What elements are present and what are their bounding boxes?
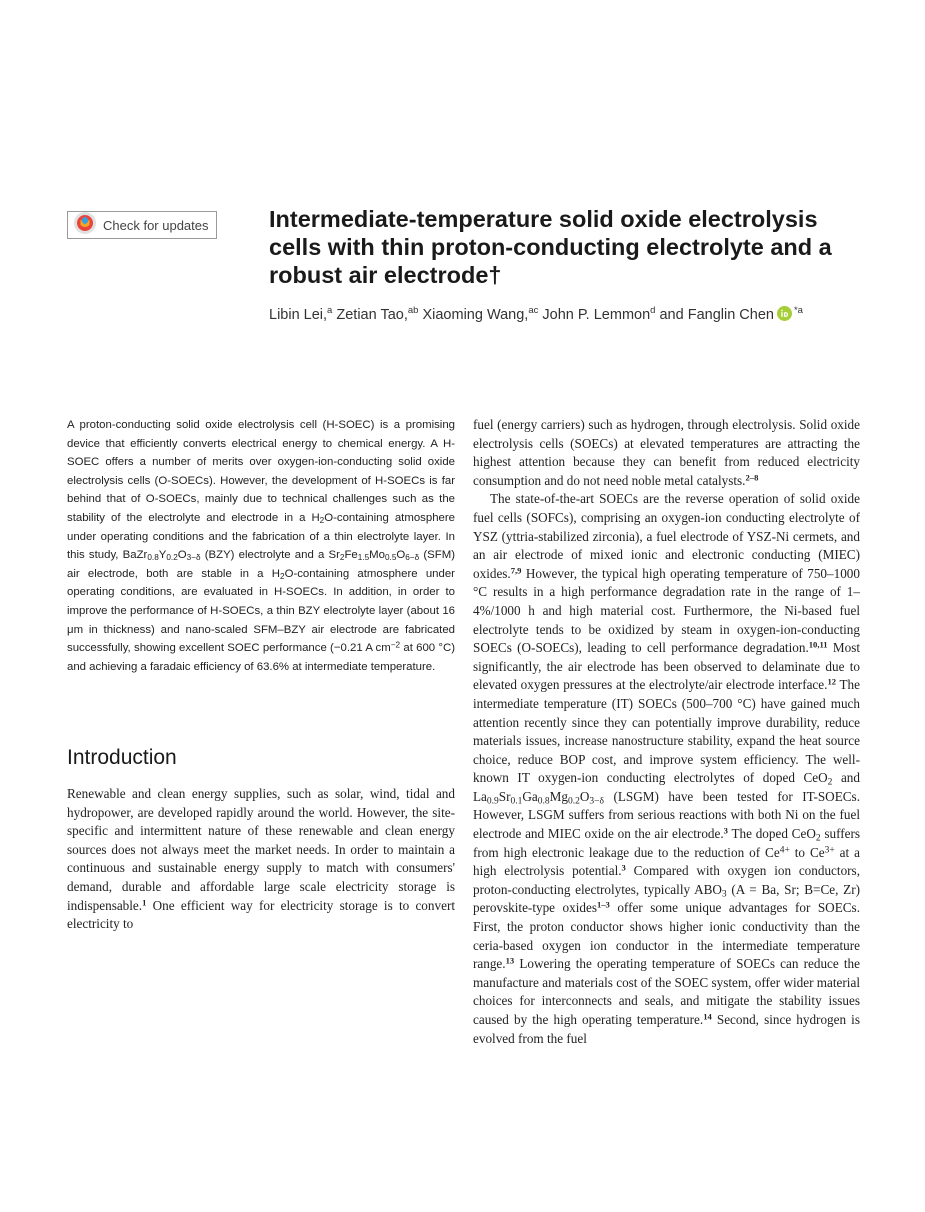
affiliation-mark: *a [793, 305, 803, 316]
citation-link[interactable]: 14 [703, 1011, 712, 1022]
body-paragraph: The state-of-the-art SOECs are the reverse operation of solid oxide fuel cells (SOFCs), comprising an oxygen-ion conducting electrolyte of YSZ (yttria-stabilized zirconia), a fuel electrode of YSZ-Ni cermets, and an air electrode of mixed ionic and electronic conducting (MIEC) oxides.$^{7,9}$ However, the typical high operating temperature of 750–1000 °C results in a high performance degradation rate in the range of 1–4%/1000 h and high material cost. Furthermore, the Ni-based fuel electrolyte tends to be oxidized by steam in oxygen-ion-conducting SOECs (O-SOECs), leading to cell performance degradation.$^{10,11}$ Most significantly, the air electrode has been observed to delaminate due to elevated oxygen pressures at the electrolyte/air electrode interface.$^{12}$ The intermediate temperature (IT) SOECs (500–700 °C) have gained much attention recently since they can potentially improve durability, reduce materials issues, increase nanostructure stability, expand the heat source choice, reduce BOP cost, and improve system efficiency. The well-known IT oxygen-ion conducting electrolytes of doped CeO$_2$ and $La_{0.9}Sr_{0.1}Ga_{0.8}Mg_{0.2}O_{3-\delta}$ (LSGM) have been tested for IT-SOECs. However, LSGM suffers from serious reactions with both Ni on the fuel electrode and MIEC oxide on the air electrode.$^3$ The doped CeO$_2$ suffers from high electronic leakage due to the reduction of $Ce^{4+}$ to $Ce^{3+}$ at a high electrolysis potential.$^3$ Compared with oxygen ion conductors, proton-conducting electrolytes, typically $ABO_3$ (A = Ba, Sr; B=Ce, Zr) perovskite-type oxides$^{1-3}$ offer some unique advantages for SOECs. First, the proton conductor shows higher ionic conductivity than the ceria-based oxygen ion conductor in the intermediate temperature range.$^{13}$ Lowering the operating temperature of SOECs can reduce the manufacture and materials cost of the SOEC system, offer wider material choices for interconnects and seals, and mitigate the stability issues caused by the high operating temperature.$^{14}$ Second, since hydrogen is evolved from the fuel [473, 491, 860, 1046]
orcid-icon[interactable] [777, 306, 792, 325]
article-title: Intermediate-temperature solid oxide electrolysis cells with thin proton-conducting electrolyte and a robust air electrode† [269, 206, 832, 288]
citation-link[interactable]: 12 [827, 676, 837, 687]
check-for-updates-button[interactable] [67, 211, 217, 239]
citation-link[interactable]: 10,11 [808, 639, 828, 650]
citation-link[interactable]: 2–8 [745, 472, 759, 483]
citation-link[interactable]: 1–3 [596, 899, 610, 910]
check-for-updates-label: Check for updates [103, 217, 209, 233]
intro-paragraph: Renewable and clean energy supplies, such as solar, wind, tidal and hydropower, are developed rapidly around the world. However, the site-specific and intermittent nature of these renewable and clean energy sources does not always meet the market needs. In order to maintain a continuous and sustainable energy supply to match with consumers' demand, durable and affordable large scale electricity storage is indispensable.$^1$ One efficient way for electricity storage is to convert electricity to [67, 786, 455, 932]
author-list [269, 306, 889, 325]
affiliation-mark: a [327, 305, 333, 316]
right-column [473, 416, 860, 1048]
affiliation-mark: ab [407, 305, 419, 316]
citation-link[interactable]: 1 [142, 896, 147, 907]
citation-link[interactable]: 7,9 [510, 565, 522, 576]
author-name[interactable]: Zetian Tao, [336, 307, 408, 323]
body-paragraph: fuel (energy carriers) such as hydrogen, through electrolysis. Solid oxide electrolysis cells (SOECs) at elevated temperatures are attracting the highest attention because they can benefit from reduced electricity consumption and do not need noble metal catalysts.$^{2-8}$ [473, 417, 860, 488]
author-name[interactable]: Libin Lei, [269, 307, 328, 323]
author-name[interactable]: and Fanglin Chen [659, 307, 774, 323]
citation-link[interactable]: 3 [723, 825, 728, 836]
affiliation-mark: d [650, 305, 656, 316]
citation-link[interactable]: 13 [505, 955, 515, 966]
crossmark-icon [73, 211, 97, 240]
author-name[interactable]: John P. Lemmon [542, 307, 651, 323]
author-name[interactable]: Xiaoming Wang, [422, 307, 529, 323]
section-heading-introduction: Introduction [67, 746, 177, 769]
abstract: A proton-conducting solid oxide electrolysis cell (H-SOEC) is a promising device that efficiently converts electrical energy to chemical energy. A H-SOEC offers a number of merits over oxygen-ion-conducting solid oxide electrolysis cells (O-SOECs). However, the development of H-SOECs is far behind that of O-SOECs, mainly due to technical challenges such as the stability of the electrolyte and electrode in a $H_2O$-containing atmosphere under operating conditions and the fabrication of a thin electrolyte layer. In this study, $BaZr_{0.8}Y_{0.2}O_{3-\delta}$ (BZY) electrolyte and a $Sr_2Fe_{1.5}Mo_{0.5}O_{6-\delta}$ (SFM) air electrode, both are stable in a $H_2O$-containing atmosphere under operating conditions, are evaluated in H-SOECs. In addition, in order to improve the performance of H-SOECs, a thin BZY electrolyte layer (about 16 μm in thickness) and nano-scaled SFM–BZY air electrode are fabricated successfully, showing excellent SOEC performance (−0.21 A $cm^{-2}$ at 600 °C) and achieving a faradaic efficiency of 63.6% at intermediate temperature. [67, 419, 455, 673]
affiliation-mark: ac [528, 305, 539, 316]
citation-link[interactable]: 3 [621, 862, 626, 873]
